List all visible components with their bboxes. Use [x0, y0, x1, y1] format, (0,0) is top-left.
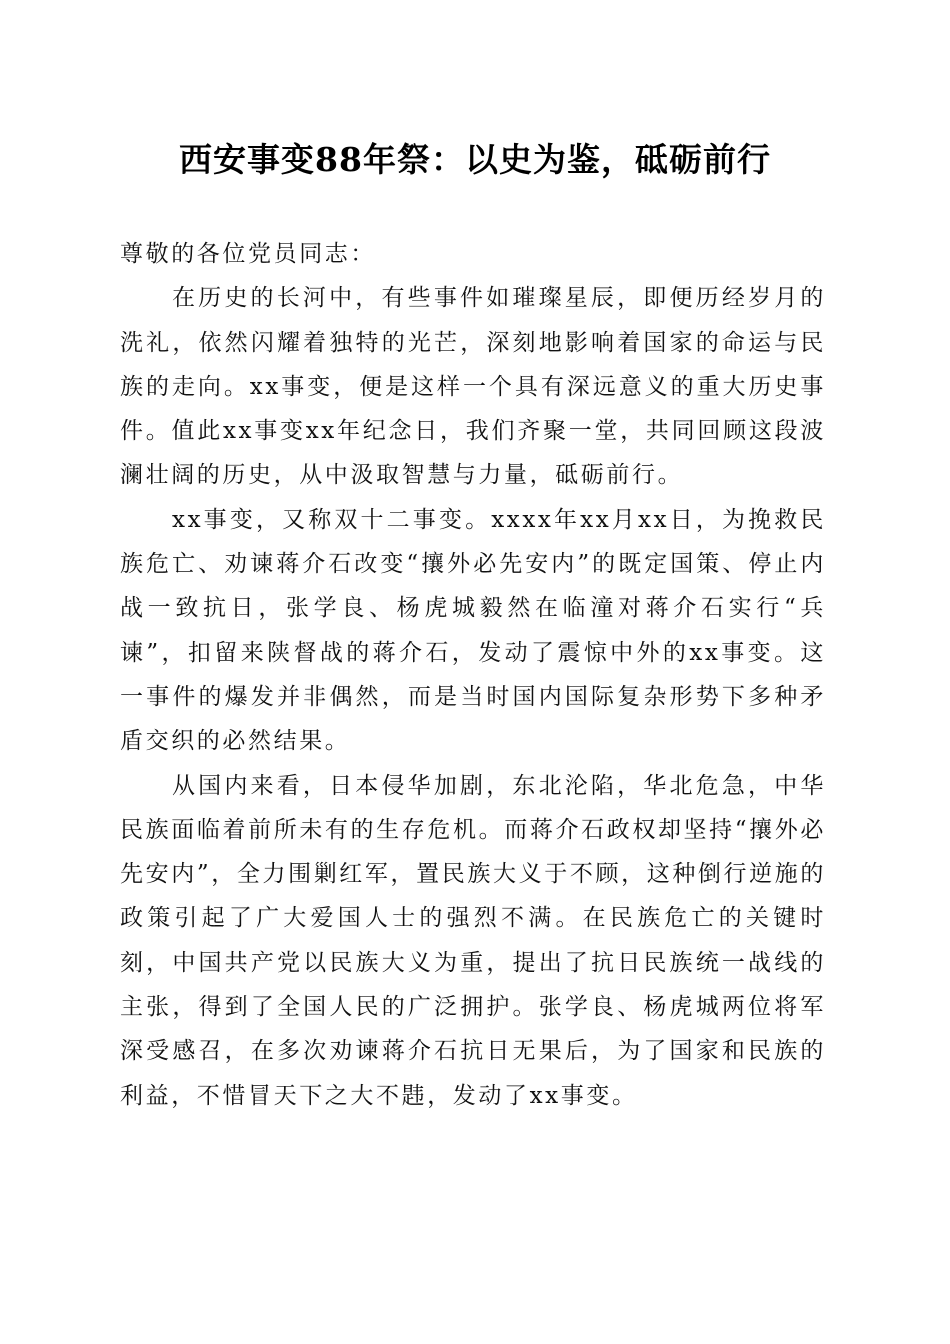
paragraph-background: xx事变，又称双十二事变。xxxx年xx月xx日，为挽救民族危亡、劝谏蒋介石改变“攘外必先安内”的既定国策、停止内战一致抗日，张学良、杨虎城毅然在临潼对蒋介石实行“兵谏”，扣留来陕督战的蒋介石，发动了震惊中外的xx事变。这一事件的爆发并非偶然，而是当时国内国际复杂形势下多种矛盾交织的必然结果。 — [120, 506, 826, 755]
salutation: 尊敬的各位党员同志： — [120, 241, 376, 267]
document-body — [120, 232, 826, 1118]
document-title: 西安事变88年祭：以史为鉴，砥砺前行 — [179, 140, 771, 179]
paragraph-intro: 在历史的长河中，有些事件如璀璨星辰，即便历经岁月的洗礼，依然闪耀着独特的光芒，深刻地影响着国家的命运与民族的走向。xx事变，便是这样一个具有深远意义的重大历史事件。值此xx事变xx年纪念日，我们齐聚一堂，共同回顾这段波澜壮阔的历史，从中汲取智慧与力量，砥砺前行。 — [120, 285, 826, 489]
paragraph-domestic-situation: 从国内来看，日本侵华加剧，东北沦陷，华北危急，中华民族面临着前所未有的生存危机。而蒋介石政权却坚持“攘外必先安内”，全力围剿红军，置民族大义于不顾，这种倒行逆施的政策引起了广大爱国人士的强烈不满。在民族危亡的关键时刻，中国共产党以民族大义为重，提出了抗日民族统一战线的主张，得到了全国人民的广泛拥护。张学良、杨虎城两位将军深受感召，在多次劝谏蒋介石抗日无果后，为了国家和民族的利益，不惜冒天下之大不韪，发动了xx事变。 — [120, 772, 826, 1109]
